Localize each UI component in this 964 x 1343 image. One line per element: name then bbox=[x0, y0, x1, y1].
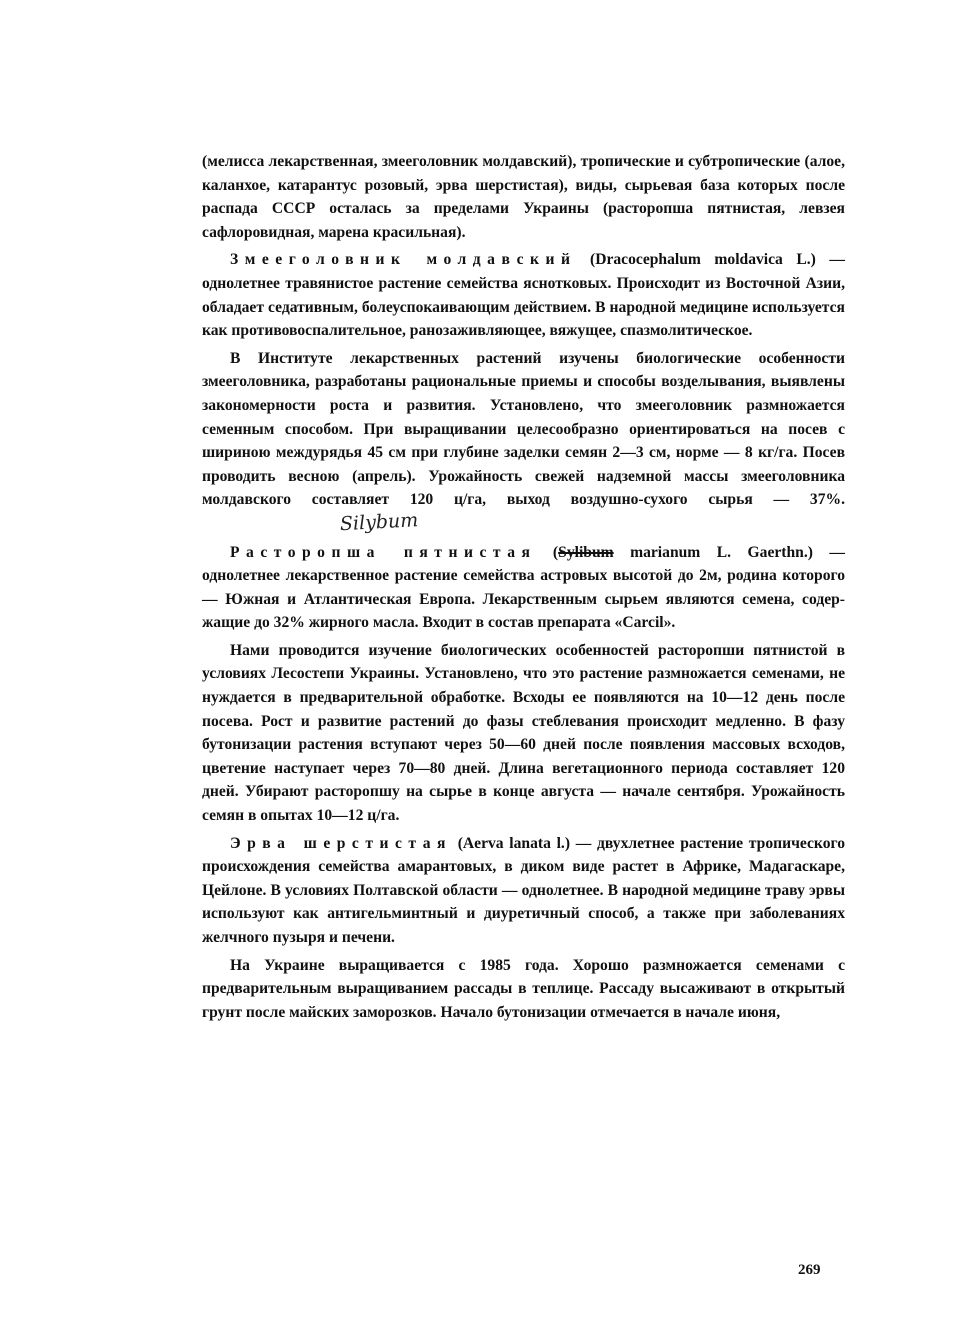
paragraph-aerva-text: (Aerva lanata l.) — двухлетнее растение тропического происхождения семейства амарантовых, в диком виде растет в Африке, Мадагаскаре, Цейлоне. В условиях Полтавской области — однолетнее. В народной медицине траву эрвы используют как антигельминтный и диуретичный способ, а также при заболеваниях желчного пузыря и печени. bbox=[202, 834, 845, 946]
paragraph-dracocephalum bbox=[202, 248, 845, 342]
paragraph-aerva bbox=[202, 832, 845, 950]
paragraph-dracocephalum-cultivation bbox=[202, 347, 845, 537]
paragraph-intro: (мелисса лекарственная, змееголовник молдавский), тропические и субтропические (алое, каланхое, катарантус розовый, эрва шерстистая), виды, сырьевая база которых после распада СССР осталась за пределами Украины (расторопша пятнистая, левзея сафлоровидная, марена красильная). bbox=[202, 153, 845, 241]
species-term-aerva: Эрва шерстистая bbox=[230, 834, 452, 852]
page-text-block bbox=[202, 150, 845, 1028]
paragraph-silybum: Расторопша пятнистая (Sylibum marianum L. Gaerthn.) — однолетнее лекарственное растение семейства астровых высотой до 2м, родина которого — Южная и Атлантическая Европа. Лекарственным сырьем являются семена, содержащие до 32% жирного масла. Входит в состав препарата «Carcil». bbox=[202, 543, 846, 632]
paragraph-silybum-study: Нами проводится изучение биологических особенностей расторопши пятнистой в условиях Лесостепи Украины. Установлено, что это растение размножается семенами, не нуждается в предварительной обработке. Всходы ее появляются на 10—12 день после посева. Рост и развитие растений до фазы стеблевания происходит медленно. В фазу бутонизации растения вступают через 50—60 дней после появления массовых всходов, цветение наступает через 70—80 дней. Длина вегетационного периода составляет 120 дней. Убирают расторопшу на сырье в конце августа — начале сентября. Урожайность семян в опытах 10—12 ц/га. bbox=[202, 641, 845, 825]
paragraph-cultivation-text: В Институте лекарственных растений изучены биологические особенности змееголовника, разработаны рациональные приемы и способы возделывания, выявлены закономерности роста и развития. Установлено, что змееголовник размножается семенным способом. При выращивании целесообразно ориентироваться на посев с шириною междурядья 45 см при глубине заделки семян 2—3 см, норме — 8 кг/га. Посев проводить весною (апрель). Урожайность свежей надземной массы змееголовника молдавского составляет 120 ц/га, выход воздушно-сухого сырья — 37%. bbox=[202, 349, 845, 509]
handwritten-annotation: Silybum bbox=[339, 509, 419, 536]
paragraph-dracocephalum-text: (Dracocephalum moldavica L.) — однолетнее травянистое растение семейства яснотковых. Происходит из Восточной Азии, обладает седативным, болеуспокаивающим действием. В народной медицине используется как противовоспалительное, ранозаживляющее, вяжущее, спазмолитическое. bbox=[202, 251, 845, 340]
species-term-dracocephalum: Змееголовник молдавский bbox=[230, 251, 577, 269]
struck-genus-name: Sylibum bbox=[558, 543, 614, 561]
paragraph-aerva-cultivation: На Украине выращивается с 1985 года. Хорошо размножается семенами с предварительным выращиванием рассады в теплице. Рассаду высаживают в открытый грунт после майских заморозков. Начало бутонизации отмечается в начале июня, bbox=[202, 956, 845, 1021]
page-number: 269 bbox=[798, 1262, 821, 1278]
paragraph-silybum-text: marianum L. Gaerthn.) — однолетнее лекарственное растение семейства астровых высотой до 2м, родина которого — Южная и Атлантическая Европа. Лекарственным сырьем являются семена, содержащие до 32% жирного масла. Входит в состав препарата «Carcil». bbox=[202, 543, 846, 632]
species-term-silybum: Расторопша пятнистая bbox=[230, 543, 537, 561]
